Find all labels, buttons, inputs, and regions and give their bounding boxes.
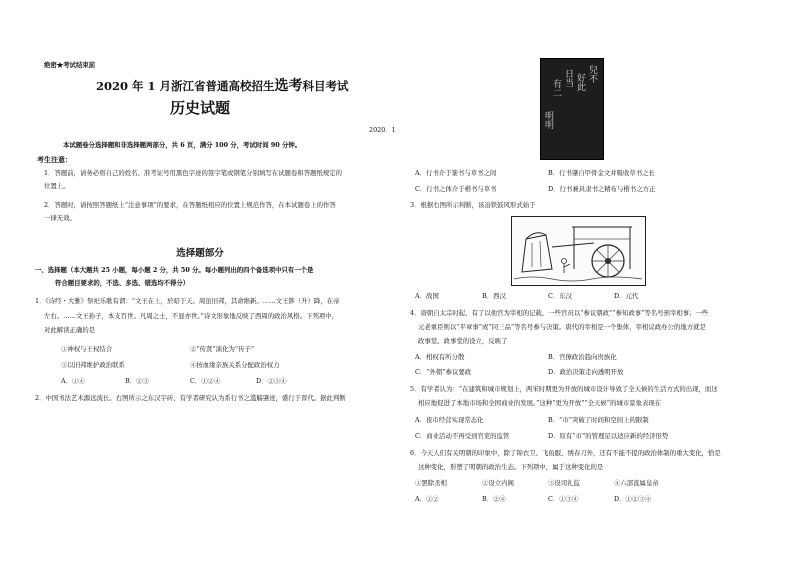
subject-title: 历史试题 xyxy=(169,99,230,117)
rubbing-glyph-1: 兒不 xyxy=(587,65,597,83)
q6-statement-1: ①罢除丞相 xyxy=(415,479,447,487)
q5-stem-line-2: 相应地促进了本地市场和全国商业的发展。”这种“更为开放”“全天候”的城市景象表现在 xyxy=(418,399,662,407)
q2-option-d[interactable]: D．行书兼具隶书之精布与楷书之方正 xyxy=(548,185,656,193)
q2-option-b[interactable]: B．行书肇自甲骨金文并吸收草书之长 xyxy=(548,169,655,177)
exam-date: 2020．1 xyxy=(369,126,396,134)
q3-option-b[interactable]: B．西汉 xyxy=(482,292,506,300)
rubbing-glyph-3: 日当 xyxy=(563,69,573,87)
exam-title-pre: 2020 年 1 月浙江省普通高校招生 xyxy=(96,79,275,93)
notice-2-line-2: 一律无效。 xyxy=(44,214,76,222)
rubbing-glyph-2: 好此 xyxy=(575,73,585,91)
q1-option-d[interactable]: D．②③④ xyxy=(256,377,287,385)
notice-1-line-1: 1．答题前，请务必将自己的姓名、准考证号用黑色字迹的签字笔或钢笔分别填写在试题卷和答题纸规定的 xyxy=(44,169,343,177)
q6-stem-line-2: 这种变化，形塑了明朝的政治生态。下列项中，属于这种变化的是 xyxy=(418,463,604,471)
q3-option-d[interactable]: D．元代 xyxy=(614,292,639,300)
notice-1-line-2: 位置上。 xyxy=(44,182,70,190)
q6-stem-line-1: 6．今天人们有关明朝的印象中，除了锦衣卫、飞鱼服、绣春刀外，还有不能不提的政治体制的重大变化，恰是 xyxy=(410,449,721,457)
exam-title-post: 科目考试 xyxy=(302,79,349,93)
confidential-mark: 绝密★考试结束前 xyxy=(44,61,96,69)
q4-option-d[interactable]: D．政治决策走向透明开放 xyxy=(548,368,624,376)
notice-2-line-1: 2．答题时，请按照答题纸上“注意事项”的要求，在答题纸相应的位置上规范作答，在本试题卷上的作答 xyxy=(44,201,336,209)
q5-option-a[interactable]: A．夜市经营实现常态化 xyxy=(415,416,484,424)
bellows-illustration-image xyxy=(511,216,646,286)
han-brick-rubbing-image xyxy=(540,58,604,160)
q6-statement-2: ②设立内阁 xyxy=(482,479,514,487)
q6-option-b[interactable]: B．②④ xyxy=(482,495,506,503)
section-title: 选择题部分 xyxy=(176,248,224,259)
q1-option-a[interactable]: A．①④ xyxy=(61,377,85,385)
q1-statement-2: ②“传贤”演化为“传子” xyxy=(190,345,255,353)
q1-option-c[interactable]: C．①②④ xyxy=(190,377,221,385)
q4-stem-line-1: 4．唐朝自太宗时起，有了以他官为宰相的记载，一些官员以“参议朝政”“参知政事”等名号预宰相事；一些 xyxy=(410,309,709,317)
q1-statement-1: ①神权与王权结合 xyxy=(61,345,113,353)
q1-stem-line-3: 对此解读正确的是 xyxy=(44,326,96,334)
q4-option-c[interactable]: C．“外朝”参议要政 xyxy=(415,368,472,376)
q2-option-a[interactable]: A．行书介于篆书与草书之间 xyxy=(415,169,497,177)
q2-option-c[interactable]: C．行书之体介于楷书与草书 xyxy=(415,185,497,193)
q2-stem-line-1: 2．中国书法艺术源远流长。右图所示之东汉字砖，有学者研究认为系行书之滥觞肇迹，盛行于晋代。据此判断 xyxy=(35,394,346,402)
q6-option-c[interactable]: C．①③④ xyxy=(548,495,579,503)
q6-statement-3: ③设司礼监 xyxy=(548,479,580,487)
q5-option-d[interactable]: D．原有“市”的管理足以适应新的经济形势 xyxy=(548,432,669,440)
q6-option-a[interactable]: A．①② xyxy=(415,495,439,503)
exam-title xyxy=(96,79,349,93)
rubbing-glyph-5: 明明 xyxy=(543,111,553,129)
q6-statement-4: ④六部直属皇帝 xyxy=(614,479,659,487)
q5-option-b[interactable]: B．“市”突破了时间和空间上的限制 xyxy=(548,416,649,424)
part1-instruction-line-2: 符合题目要求的，不选、多选、错选均不得分） xyxy=(55,279,190,287)
exam-title-em: 选考 xyxy=(274,78,303,94)
q1-statement-3: ③以旧邦维护政治联系 xyxy=(61,361,125,369)
q5-option-c[interactable]: C．商业活动不再受到官吏的监管 xyxy=(415,432,510,440)
q3-option-a[interactable]: A．战国 xyxy=(415,292,439,300)
q4-stem-line-3: 政事堂。政事堂的设立，反映了 xyxy=(418,337,508,345)
notice-heading: 考生注意： xyxy=(37,155,72,164)
q1-stem-line-1: 1．《诗经・大雅》祭祀乐歌有谓：“文王在上，於昭于天。周虽旧邦，其命维新。……文王陟（升）降，在帝 xyxy=(35,297,340,305)
q4-option-a[interactable]: A．相权有所分散 xyxy=(415,353,465,361)
q3-stem-line-1: 3．根据右图所示判断，该冶铁鼓风形式始于 xyxy=(410,201,536,209)
q4-option-b[interactable]: B．官僚政治趋向贵族化 xyxy=(548,353,617,361)
bellows-drawing xyxy=(512,217,645,285)
q1-statement-4: ④按血缘亲族关系分配政治权力 xyxy=(190,361,280,369)
q3-option-c[interactable]: C．东汉 xyxy=(548,292,573,300)
q5-stem-line-1: 5．有学者认为：“在建筑和城市规划上，两宋时期更为开放的城市设计导致了全天候的生活方式的出现，而这 xyxy=(410,385,718,393)
q4-stem-line-2: 元老重臣则以“平章事”或“同三品”等名号参与决策。唐代的宰相是一个集体，宰相议政办公的地方就是 xyxy=(418,323,706,331)
paper-summary: 本试题卷分选择题和非选择题两部分，共 6 页，满分 100 分，考试时间 90 分钟。 xyxy=(63,141,302,149)
part1-instruction-line-1: 一、选择题（本大题共 25 小题，每小题 2 分，共 50 分。每小题列出的四个备选项中只有一个是 xyxy=(35,266,314,274)
q6-option-d[interactable]: D．①②③④ xyxy=(614,495,652,503)
q1-option-b[interactable]: B．②③ xyxy=(125,377,149,385)
rubbing-glyph-4: 有二 xyxy=(551,79,561,97)
q1-stem-line-2: 左右。……文王孙子，本支百世。凡周之士，不显亦世。”诗文形象地反映了西周的政治风格。下列项中， xyxy=(44,312,339,320)
